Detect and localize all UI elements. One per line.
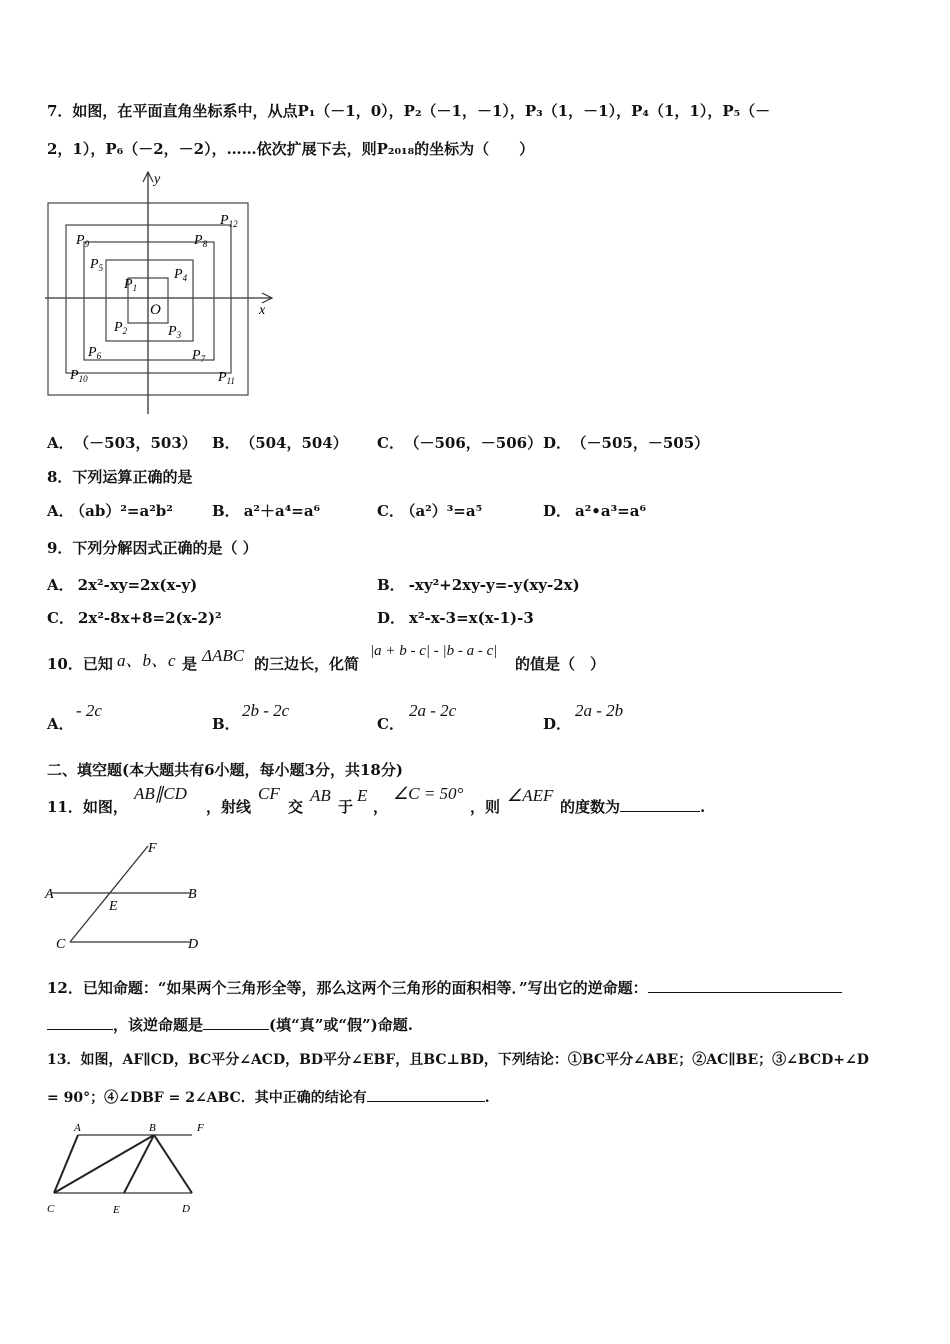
label-e: E [109,899,118,914]
q9-option-b-text: -xy²+2xy-y=-y(xy-2x) [408,576,580,594]
q8-option-a[interactable]: A． （ab）²=a²b² [47,502,173,520]
q10-sides: a、b、c [117,651,176,670]
label-p9: $P_9$ [76,233,90,249]
q13-answer-blank[interactable] [367,1087,485,1102]
q11-t3: 于 [338,798,354,816]
q11-t5: ，则 [470,798,501,816]
label-p2: $P_2$ [114,320,128,336]
q8-option-b[interactable]: B． a²＋a⁴=a⁶ [212,502,321,520]
q7-option-d[interactable]: D． （－505，－505） [543,434,710,452]
q9-option-a[interactable]: A． 2x²-xy=2x(x-y) [47,576,198,594]
q10-num: 10．已知 [47,655,113,673]
q13-line1: 13．如图，AF∥CD，BC平分∠ACD，BD平分∠EBF，且BC⊥BD，下列结论：①BC平分∠ABE；②AC∥BE；③∠BCD+∠D [47,1052,869,1068]
q13-figure [42,1118,217,1218]
q8-option-d-text: a²•a³=a⁶ [575,502,647,520]
label-p5: $P_5$ [90,257,104,273]
q11-t6: 的度数为 . [560,798,706,816]
q11-angle: ∠C = 50° [393,784,464,803]
q8-option-c-text: （a²）³=a⁵ [407,502,483,520]
q8-option-c[interactable]: C． （a²）³=a⁵ [377,502,483,520]
q10-option-c-text: 2a - 2c [409,701,457,720]
q7-option-c[interactable]: C． （－506，－506） [377,434,543,452]
q11-answer-blank[interactable] [620,797,700,812]
q7-spiral-figure [40,168,280,418]
q12-blank-1-cont[interactable] [47,1015,113,1030]
q7-option-c-text: （－506，－506） [411,434,543,452]
q7-option-b-text: （504，504） [247,434,348,452]
label-p10: $P_{10}$ [70,368,88,384]
q9-option-b[interactable]: B． -xy²+2xy-y=-y(xy-2x) [377,576,580,594]
label-d: D [188,937,199,952]
q8-stem: 8．下列运算正确的是 [47,468,193,486]
label-f: F [197,1122,204,1134]
label-p12: $P_{12}$ [220,213,238,229]
q9-option-c[interactable]: C． 2x²-8x+8=2(x-2)² [47,609,222,627]
q11-t4: ， [373,798,389,816]
q12-line2: ，该逆命题是 (填“真”或“假”)命题. [47,1015,413,1035]
x-label: x [259,303,266,318]
q11-figure [42,838,212,956]
label-b: B [188,887,197,902]
q7-option-a[interactable]: A． （－503，503） [47,434,197,452]
label-f: F [148,841,157,856]
q12-line1: 12．已知命题：“如果两个三角形全等，那么这两个三角形的面积相等．”写出它的逆命题： [47,978,842,998]
label-a: A [74,1122,81,1134]
q11-ab: AB [310,786,331,805]
q10-option-a-text: - 2c [76,701,102,720]
q7-stem-line2: 2，1），P₆（－2，－2），……依次扩展下去，则P₂₀₁₈的坐标为（ ） [47,140,535,158]
q8-option-a-text: （ab）²=a²b² [77,502,173,520]
label-d: D [182,1203,190,1215]
label-p7: $P_7$ [192,348,206,364]
q10-option-b[interactable]: B． [212,715,240,733]
label-p11: $P_{11}$ [218,370,235,386]
q9-option-c-text: 2x²-8x+8=2(x-2)² [77,609,222,627]
q9-option-d[interactable]: D． x²-x-3=x(x-1)-3 [377,609,534,627]
q10-is: 是 [182,655,198,673]
q7-option-a-text: （－503，503） [81,434,197,452]
label-c: C [47,1203,55,1215]
q13-line2: = 90°；④∠DBF = 2∠ABC．其中正确的结论有 . [47,1087,490,1108]
seg-bd [154,1135,192,1193]
q7-option-d-text: （－505，－505） [579,434,710,452]
q8-option-b-text: a²＋a⁴=a⁶ [243,502,321,520]
q10-option-d[interactable]: D． [543,715,572,733]
q10-option-b-text: 2b - 2c [242,701,290,720]
q7-option-b[interactable]: B． （504，504） [212,434,348,452]
q10-mid: 的三边长，化简 [254,655,360,673]
q9-stem: 9．下列分解因式正确的是（ ） [47,539,258,557]
label-p6: $P_6$ [88,345,102,361]
q12-blank-1[interactable] [648,978,842,993]
q11-ray: CF [258,784,280,803]
q11-e: E [357,786,368,805]
label-b: B [149,1122,156,1134]
q11-num: 11．如图， [47,798,128,816]
label-p1: $P_1$ [124,277,138,293]
q10-tail: 的值是（ ） [515,655,606,673]
label-p4: $P_4$ [174,267,188,283]
label-c: C [56,937,66,952]
y-label: y [154,172,161,187]
q10-triangle: ΔABC [202,646,245,665]
q10-option-a[interactable]: A． [47,715,74,733]
label-p3: $P_3$ [168,324,182,340]
q11-t1: ，射线 [206,798,252,816]
q11-cond1: AB∥CD [134,784,187,803]
q10-expression: |a + b - c| - |b - a - c| [370,643,498,659]
q11-aef: ∠AEF [507,786,554,805]
origin-label: O [150,302,161,318]
label-e: E [113,1204,120,1216]
q12-blank-2[interactable] [203,1015,269,1030]
q9-option-d-text: x²-x-3=x(x-1)-3 [409,609,534,627]
label-a: A [45,887,54,902]
q8-option-d[interactable]: D． a²•a³=a⁶ [543,502,647,520]
label-p8: $P_8$ [194,233,208,249]
seg-ac [54,1135,78,1193]
q9-option-a-text: 2x²-xy=2x(x-y) [77,576,198,594]
q10-option-c[interactable]: C． [377,715,404,733]
q10-option-d-text: 2a - 2b [575,701,624,720]
section2-heading: 二、填空题(本大题共有6小题，每小题3分，共18分) [47,761,403,779]
q11-t2: 交 [288,798,304,816]
ray-cf [70,846,148,942]
q7-stem-line1: 7．如图，在平面直角坐标系中，从点P₁（－1，0），P₂（－1，－1），P₃（1，－1），P₄（1，1），P₅（－ [47,102,771,120]
